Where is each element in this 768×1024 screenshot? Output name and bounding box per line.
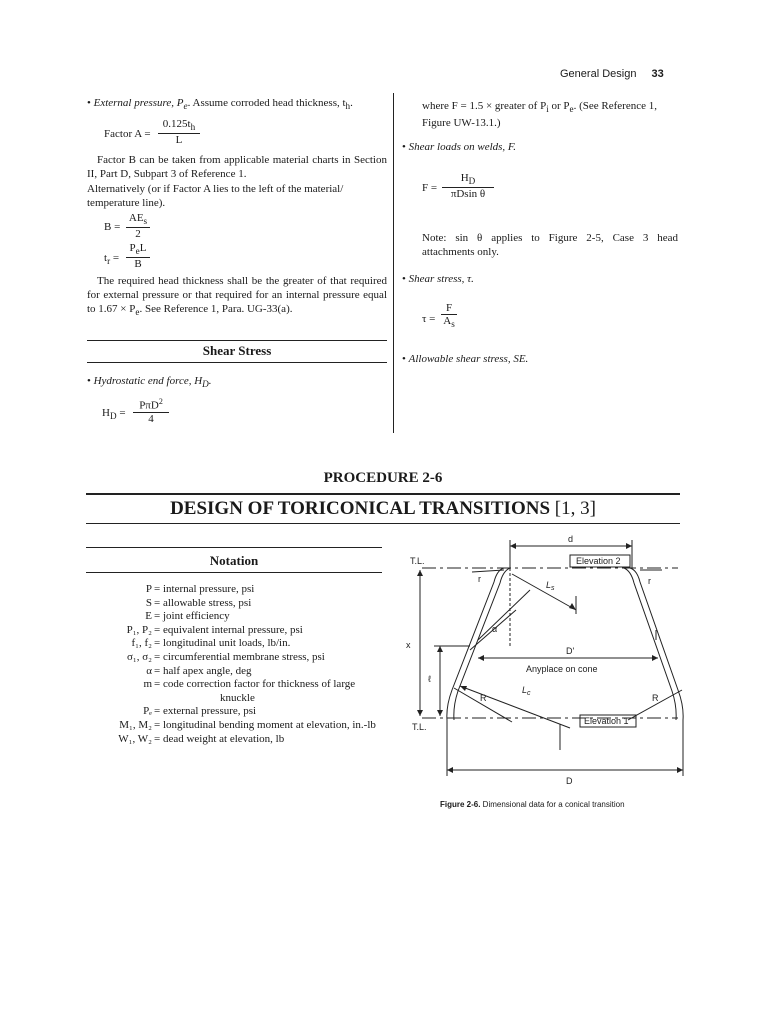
procedure-title-line — [86, 498, 680, 520]
t-equation-fraction: $P_eL$ B — [126, 242, 150, 270]
shear-loads-item: • Shear loads on welds, F. — [402, 141, 516, 153]
f-equation-label: F = — [422, 182, 438, 194]
header-section-title: General Design — [560, 68, 637, 80]
apex-line-2 — [478, 590, 530, 640]
bullet: • — [402, 141, 406, 153]
procedure-rule-top — [86, 493, 680, 495]
figure-caption-label: Figure 2-6. — [440, 800, 481, 809]
notation-row — [86, 609, 230, 623]
label-ls: $L_s$ — [546, 580, 555, 592]
notation-symbol: σ₁, σ₂ — [126, 651, 152, 663]
figure-caption — [440, 800, 625, 809]
label-anyplace: Anyplace on cone — [526, 664, 598, 674]
shear-stress-heading: Shear Stress — [202, 343, 272, 358]
notation-symbol: P — [145, 583, 152, 595]
hydrostatic-item: • Hydrostatic end force, $H_D$. — [87, 375, 212, 390]
factor-b-text: Factor B can be taken from applicable material charts in Section II, Part D, Subpart 3 of Reference 1. — [87, 154, 387, 180]
procedure-title: DESIGN OF TORICONICAL TRANSITIONS — [170, 498, 551, 519]
label-d: d — [568, 534, 574, 544]
label-elevation-2: Elevation 2 — [576, 556, 621, 566]
left-wall-outer — [447, 568, 504, 720]
notation-row — [86, 691, 255, 705]
notation-rule-top — [86, 547, 382, 548]
notation-row — [86, 596, 251, 610]
notation-symbol: m — [143, 678, 152, 691]
b-equation-label: B = — [104, 221, 121, 233]
notation-definition: = external pressure, psi — [154, 705, 257, 718]
where-text: where F = 1.5 × greater of $P_i$ or $P_e$. (See Reference 1, Figure UW-13.1.) — [422, 100, 657, 130]
notation-definition: = internal pressure, psi — [154, 583, 255, 595]
notation-row — [86, 704, 256, 718]
dim-ls-line — [512, 574, 576, 610]
dim-lc-line — [460, 686, 570, 728]
procedure-refs: [1, 3] — [554, 498, 596, 519]
dim-d-arrow-left — [510, 543, 516, 549]
label-tl-top: T.L. — [410, 556, 425, 566]
figure-caption-text: Dimensional data for a conical transition — [480, 800, 625, 809]
label-R-left: R — [480, 693, 487, 703]
label-r-left: r — [478, 574, 481, 584]
notation-definition: = allowable stress, psi — [154, 596, 252, 609]
dim-x-arrow-top — [417, 570, 423, 576]
allowable-shear-item: • Allowable shear stress, SE. — [402, 353, 529, 365]
notation-row — [86, 732, 284, 746]
notation-definition: = dead weight at elevation, lb — [154, 732, 285, 745]
dim-d-prime-arrow-right — [652, 655, 658, 661]
shear-stress-rule-bottom — [87, 362, 387, 363]
notation-symbol: Pₑ — [143, 705, 152, 718]
shear-stress-item: • Shear stress, τ. — [402, 273, 474, 285]
dim-d-arrow-right — [626, 543, 632, 549]
label-D: D — [566, 776, 573, 786]
label-d-prime: D' — [566, 646, 575, 656]
notation-symbol: E — [145, 610, 152, 623]
notation-definition: = code correction factor for thickness of large — [154, 678, 356, 691]
alternative-text: Alternatively (or if Factor A lies to the left of the material/ temperature line). — [87, 183, 344, 209]
notation-definition: = circumferential membrane stress, psi — [154, 651, 325, 663]
notation-symbol: P₁, P₂ — [126, 623, 152, 636]
bullet: • — [87, 97, 91, 109]
required-thickness-text: The required head thickness shall be the greater of that required for external pressure or that required for an internal pressure equal to $1.67 \times P_e$. See Reference 1, Para. UG-33(a). — [87, 275, 387, 318]
notation-symbol: α — [146, 664, 152, 677]
page-number: 33 — [651, 68, 664, 80]
dim-x-arrow-bottom — [417, 710, 423, 716]
tau-equation-fraction: $\frac{F}{A_s}$ — [441, 302, 457, 330]
notation-row — [86, 582, 254, 596]
label-r-right: r — [648, 576, 651, 586]
notation-definition: = longitudinal unit loads, lb/in. — [154, 637, 291, 650]
notation-definition: = equivalent internal pressure, psi — [154, 623, 303, 636]
dim-ls-arrow — [569, 603, 576, 610]
label-x: x — [406, 640, 411, 650]
shear-stress-rule-top — [87, 340, 387, 341]
dim-D-arrow-left — [447, 767, 453, 773]
notation-definition: = longitudinal bending moment at elevation, in.-lb — [154, 719, 376, 731]
label-lc: $L_c$ — [522, 685, 531, 697]
notation-row — [86, 650, 325, 664]
notation-heading: Notation — [209, 553, 259, 568]
label-alpha: α — [492, 624, 498, 634]
tau-equation-label: τ = — [422, 313, 436, 325]
notation-row — [86, 623, 303, 637]
label-elevation-1: Elevation 1 — [584, 716, 629, 726]
notation-rule-bottom — [86, 572, 382, 573]
column-divider — [393, 93, 394, 433]
dim-d-prime-arrow-left — [478, 655, 484, 661]
bullet: • — [402, 353, 406, 365]
notation-list — [86, 582, 386, 762]
t-equation-label: $t_r$ = — [104, 252, 120, 267]
note-text: Note: sin θ applies to Figure 2-5, Case 3 head attachments only. — [422, 232, 678, 258]
notation-row — [86, 677, 355, 691]
dim-D-arrow-right — [677, 767, 683, 773]
label-R-right: R — [652, 693, 659, 703]
procedure-rule-bottom — [86, 523, 680, 524]
f-equation-fraction: $\frac{H_D}{\text{πDsin θ}}$ — [442, 172, 494, 200]
hd-equation-fraction: PπD$^2$ 4 — [133, 396, 169, 425]
dim-l-arrow-top — [437, 646, 443, 652]
notation-row — [86, 636, 290, 650]
toriconical-figure — [400, 530, 700, 800]
notation-row — [86, 718, 376, 732]
dim-l-arrow-bottom — [437, 710, 443, 716]
notation-symbol: M₁, M₂ — [119, 719, 152, 731]
external-pressure-label: External pressure, $P_e$ — [93, 97, 188, 112]
notation-definition: = joint efficiency — [154, 610, 230, 623]
external-pressure-item: • External pressure, $P_e$. Assume corroded head thickness, $t_h$. — [87, 97, 353, 112]
factor-a-label: Factor A = — [104, 128, 151, 140]
notation-row — [86, 664, 252, 678]
factor-a-fraction: $\frac{0.125t_h}{L}$ — [158, 118, 200, 146]
notation-symbol: f₁, f₂ — [131, 637, 152, 650]
dim-lc-arrow — [460, 686, 467, 691]
notation-symbol: S — [145, 596, 152, 609]
procedure-number: PROCEDURE 2-6 — [323, 470, 443, 486]
hd-equation-label: $H_D$ = — [102, 407, 126, 422]
notation-definition: knuckle — [220, 691, 255, 704]
label-l: ℓ — [428, 674, 431, 684]
notation-definition: = half apex angle, deg — [154, 664, 252, 677]
running-header — [560, 68, 664, 80]
b-equation-fraction: $AE_s$ 2 — [126, 212, 150, 240]
notation-symbol: W₁, W₂ — [118, 732, 152, 745]
bullet: • — [402, 273, 406, 285]
bullet: • — [87, 375, 91, 387]
label-tl-bottom: T.L. — [412, 722, 427, 732]
